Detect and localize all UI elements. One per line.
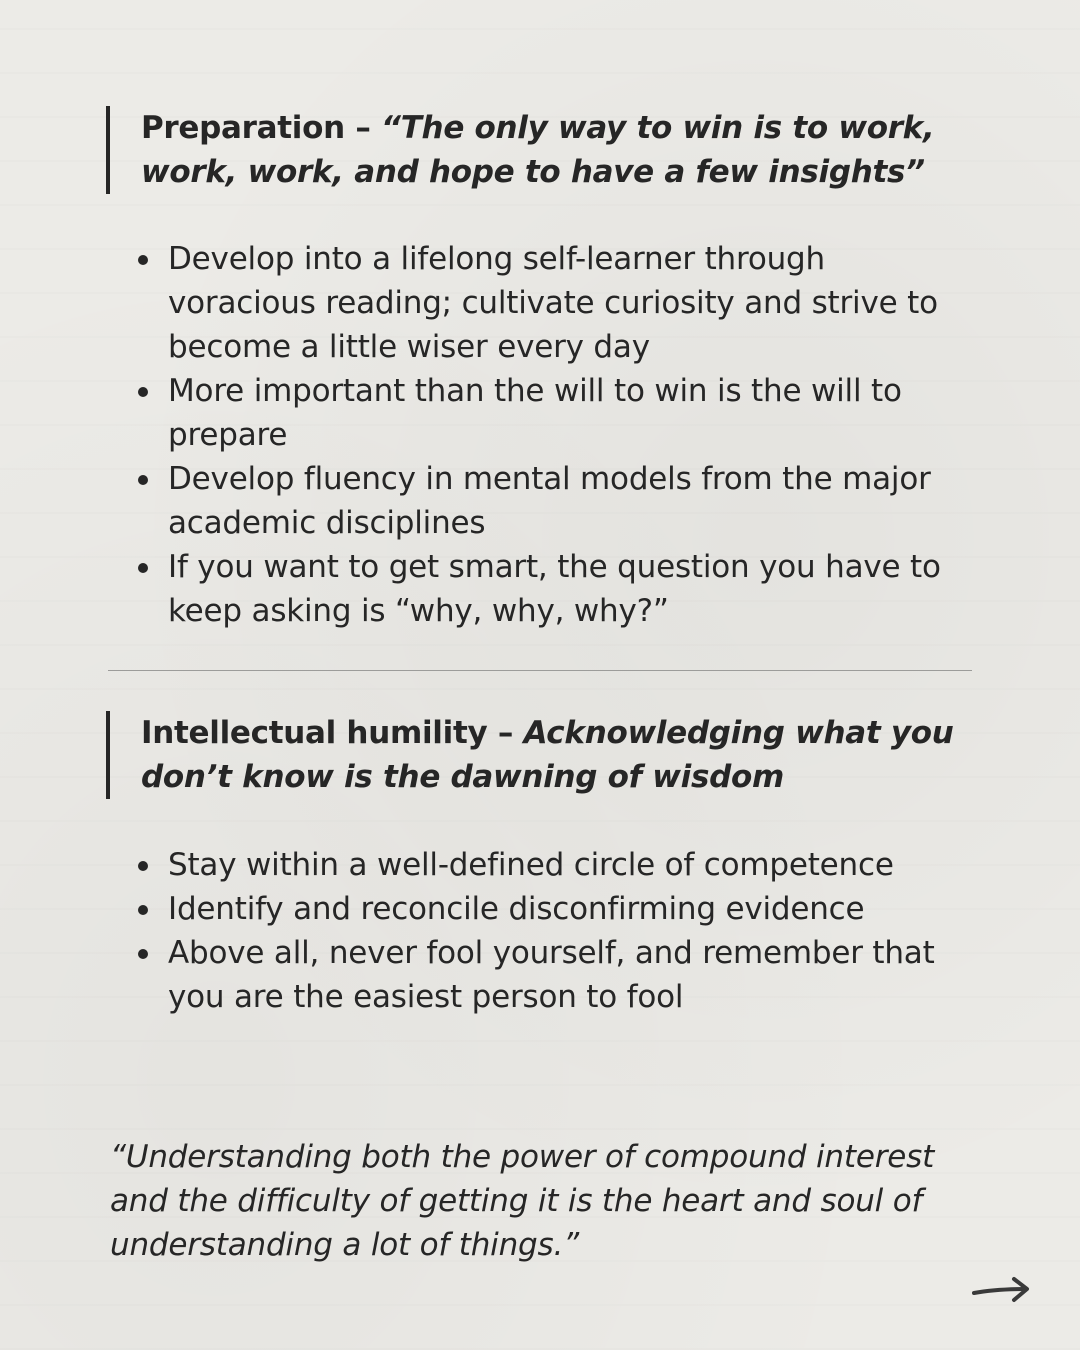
heading-title: Preparation – — [141, 110, 382, 146]
bullet-list — [106, 843, 976, 1019]
section-divider — [108, 670, 972, 671]
list-item: If you want to get smart, the question you have to keep asking is “why, why, why?” — [106, 545, 976, 633]
list-item: Develop fluency in mental models from the major academic disciplines — [106, 457, 976, 545]
list-item: Develop into a lifelong self-learner through voracious reading; cultivate curiosity and strive to become a little wiser every day — [106, 237, 976, 369]
section-heading — [106, 711, 976, 799]
arrow-right-icon[interactable] — [970, 1275, 1032, 1307]
list-item: Stay within a well-defined circle of competence — [106, 843, 976, 887]
bullet-list — [106, 237, 976, 633]
list-item: More important than the will to win is the will to prepare — [106, 369, 976, 457]
section-preparation — [106, 106, 976, 633]
section-heading — [106, 106, 976, 194]
list-item: Above all, never fool yourself, and remember that you are the easiest person to fool — [106, 931, 976, 1019]
heading-title: Intellectual humility – — [141, 715, 524, 751]
closing-quote: “Understanding both the power of compound interest and the difficulty of getting it is the heart and soul of understanding a lot of things.” — [110, 1139, 935, 1263]
heading-quote: “The only way to win is to work, work, work, and hope to have a few insights” — [141, 110, 935, 190]
heading-quote: Acknowledging what you don’t know is the dawning of wisdom — [141, 715, 954, 795]
list-item: Identify and reconcile disconfirming evidence — [106, 887, 976, 931]
section-intellectual-humility — [106, 711, 976, 1019]
